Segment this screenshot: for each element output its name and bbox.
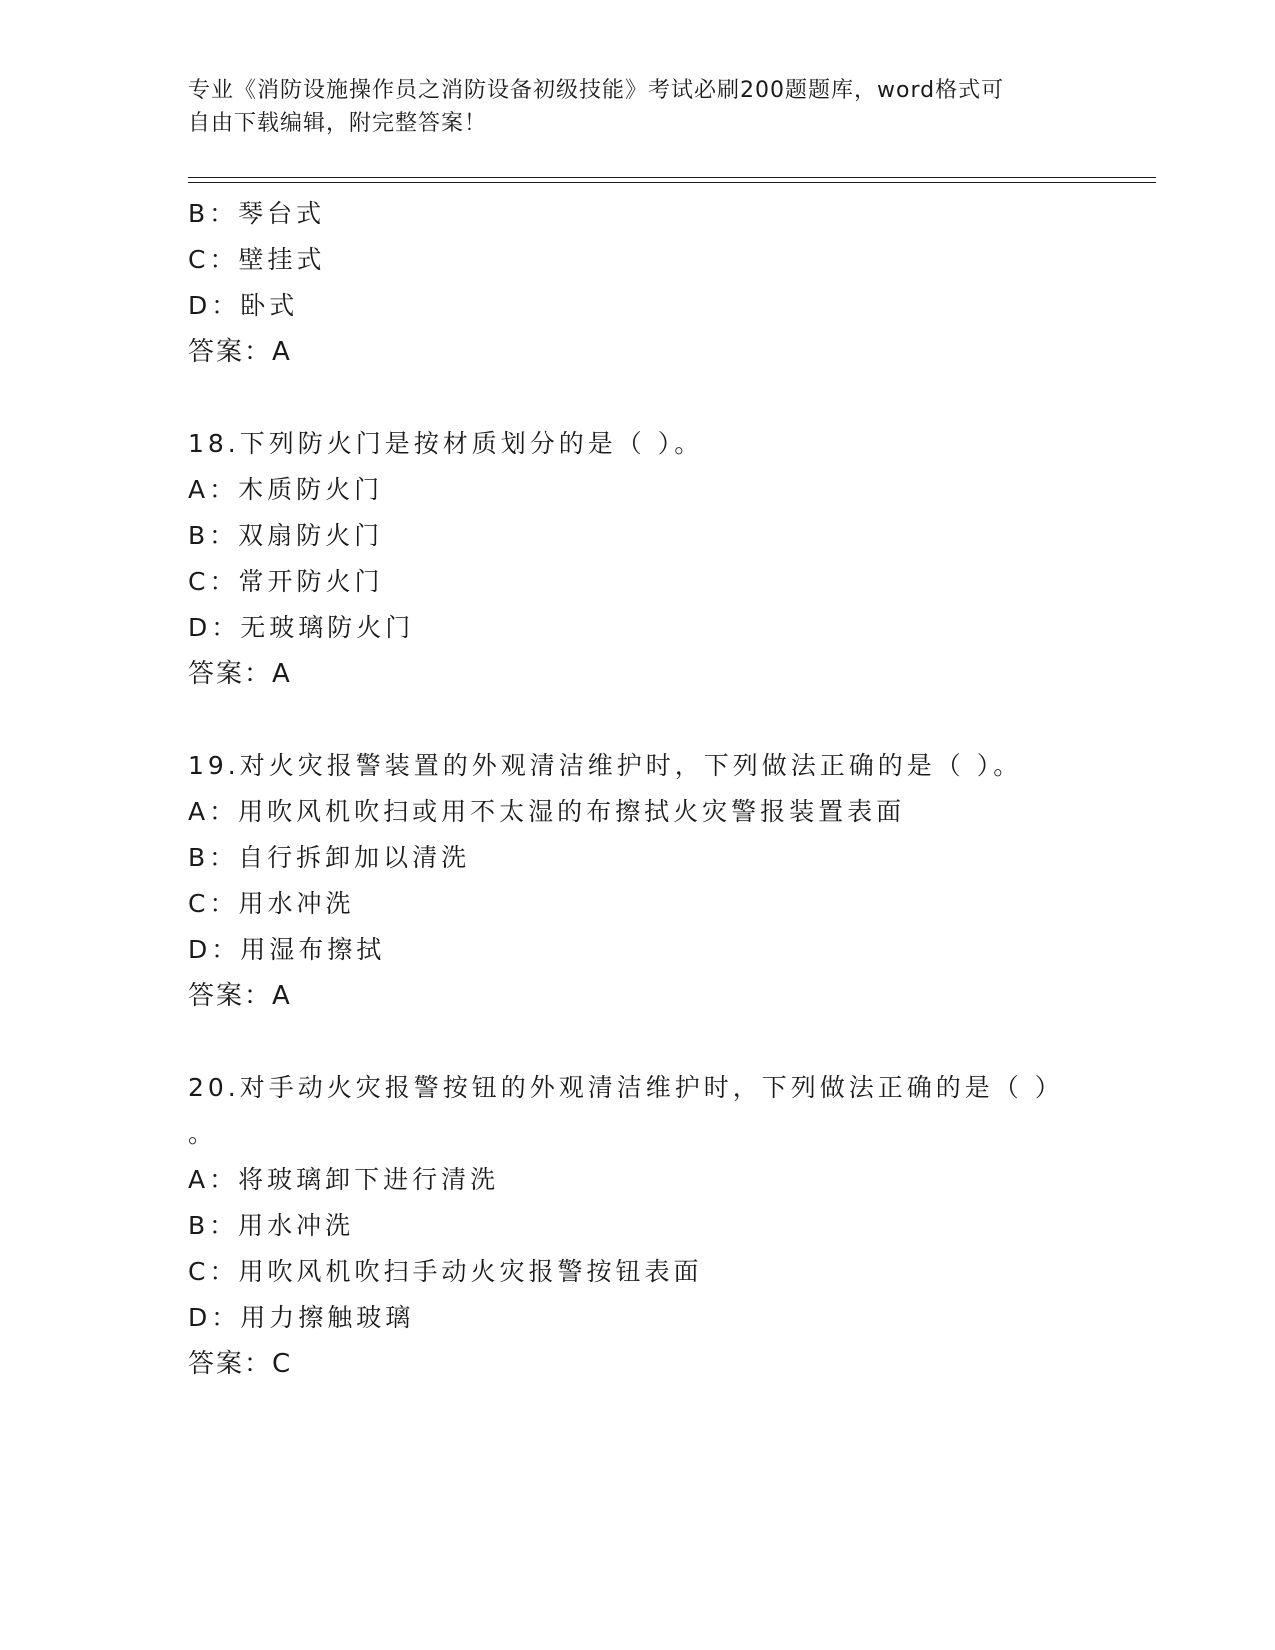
option-c: C：壁挂式 <box>188 245 326 274</box>
question-stem: 18.下列防火门是按材质划分的是（ ）。 <box>188 429 704 458</box>
option-d: D：用力擦触玻璃 <box>188 1303 415 1332</box>
option-d: D：用湿布擦拭 <box>188 935 386 964</box>
option-b: B：琴台式 <box>188 199 326 228</box>
answer-line: 答案：A <box>188 659 292 689</box>
option-b: B：双扇防火门 <box>188 521 384 550</box>
question-18 <box>188 421 1068 697</box>
document-header <box>188 74 1068 140</box>
question-stem-continuation: 。 <box>188 1119 218 1148</box>
question-17-partial <box>188 191 1068 375</box>
question-stem: 20.对手动火灾报警按钮的外观清洁维护时，下列做法正确的是（ ） <box>188 1073 1064 1102</box>
header-line-2: 自由下载编辑，附完整答案！ <box>188 111 488 136</box>
option-d: D：无玻璃防火门 <box>188 613 415 642</box>
option-d: D：卧式 <box>188 291 299 320</box>
header-line-1: 专业《消防设施操作员之消防设备初级技能》考试必刷200题题库，word格式可 <box>188 78 1005 103</box>
question-19 <box>188 743 1068 1019</box>
answer-line: 答案：A <box>188 337 292 367</box>
question-list <box>188 191 1068 1387</box>
option-a: A：将玻璃卸下进行清洗 <box>188 1165 500 1194</box>
option-b: B：自行拆卸加以清洗 <box>188 843 471 872</box>
answer-line: 答案：A <box>188 981 292 1011</box>
header-rule-bottom <box>188 182 1156 183</box>
header-rule-top <box>188 177 1156 178</box>
answer-line: 答案：C <box>188 1349 293 1379</box>
option-c: C：用水冲洗 <box>188 889 355 918</box>
option-a: A：木质防火门 <box>188 475 384 504</box>
option-b: B：用水冲洗 <box>188 1211 355 1240</box>
question-20 <box>188 1065 1068 1387</box>
option-c: C：用吹风机吹扫手动火灾报警按钮表面 <box>188 1257 703 1286</box>
option-c: C：常开防火门 <box>188 567 384 596</box>
option-a: A：用吹风机吹扫或用不太湿的布擦拭火灾警报装置表面 <box>188 797 906 826</box>
question-stem: 19.对火灾报警装置的外观清洁维护时，下列做法正确的是（ ）。 <box>188 751 1023 780</box>
